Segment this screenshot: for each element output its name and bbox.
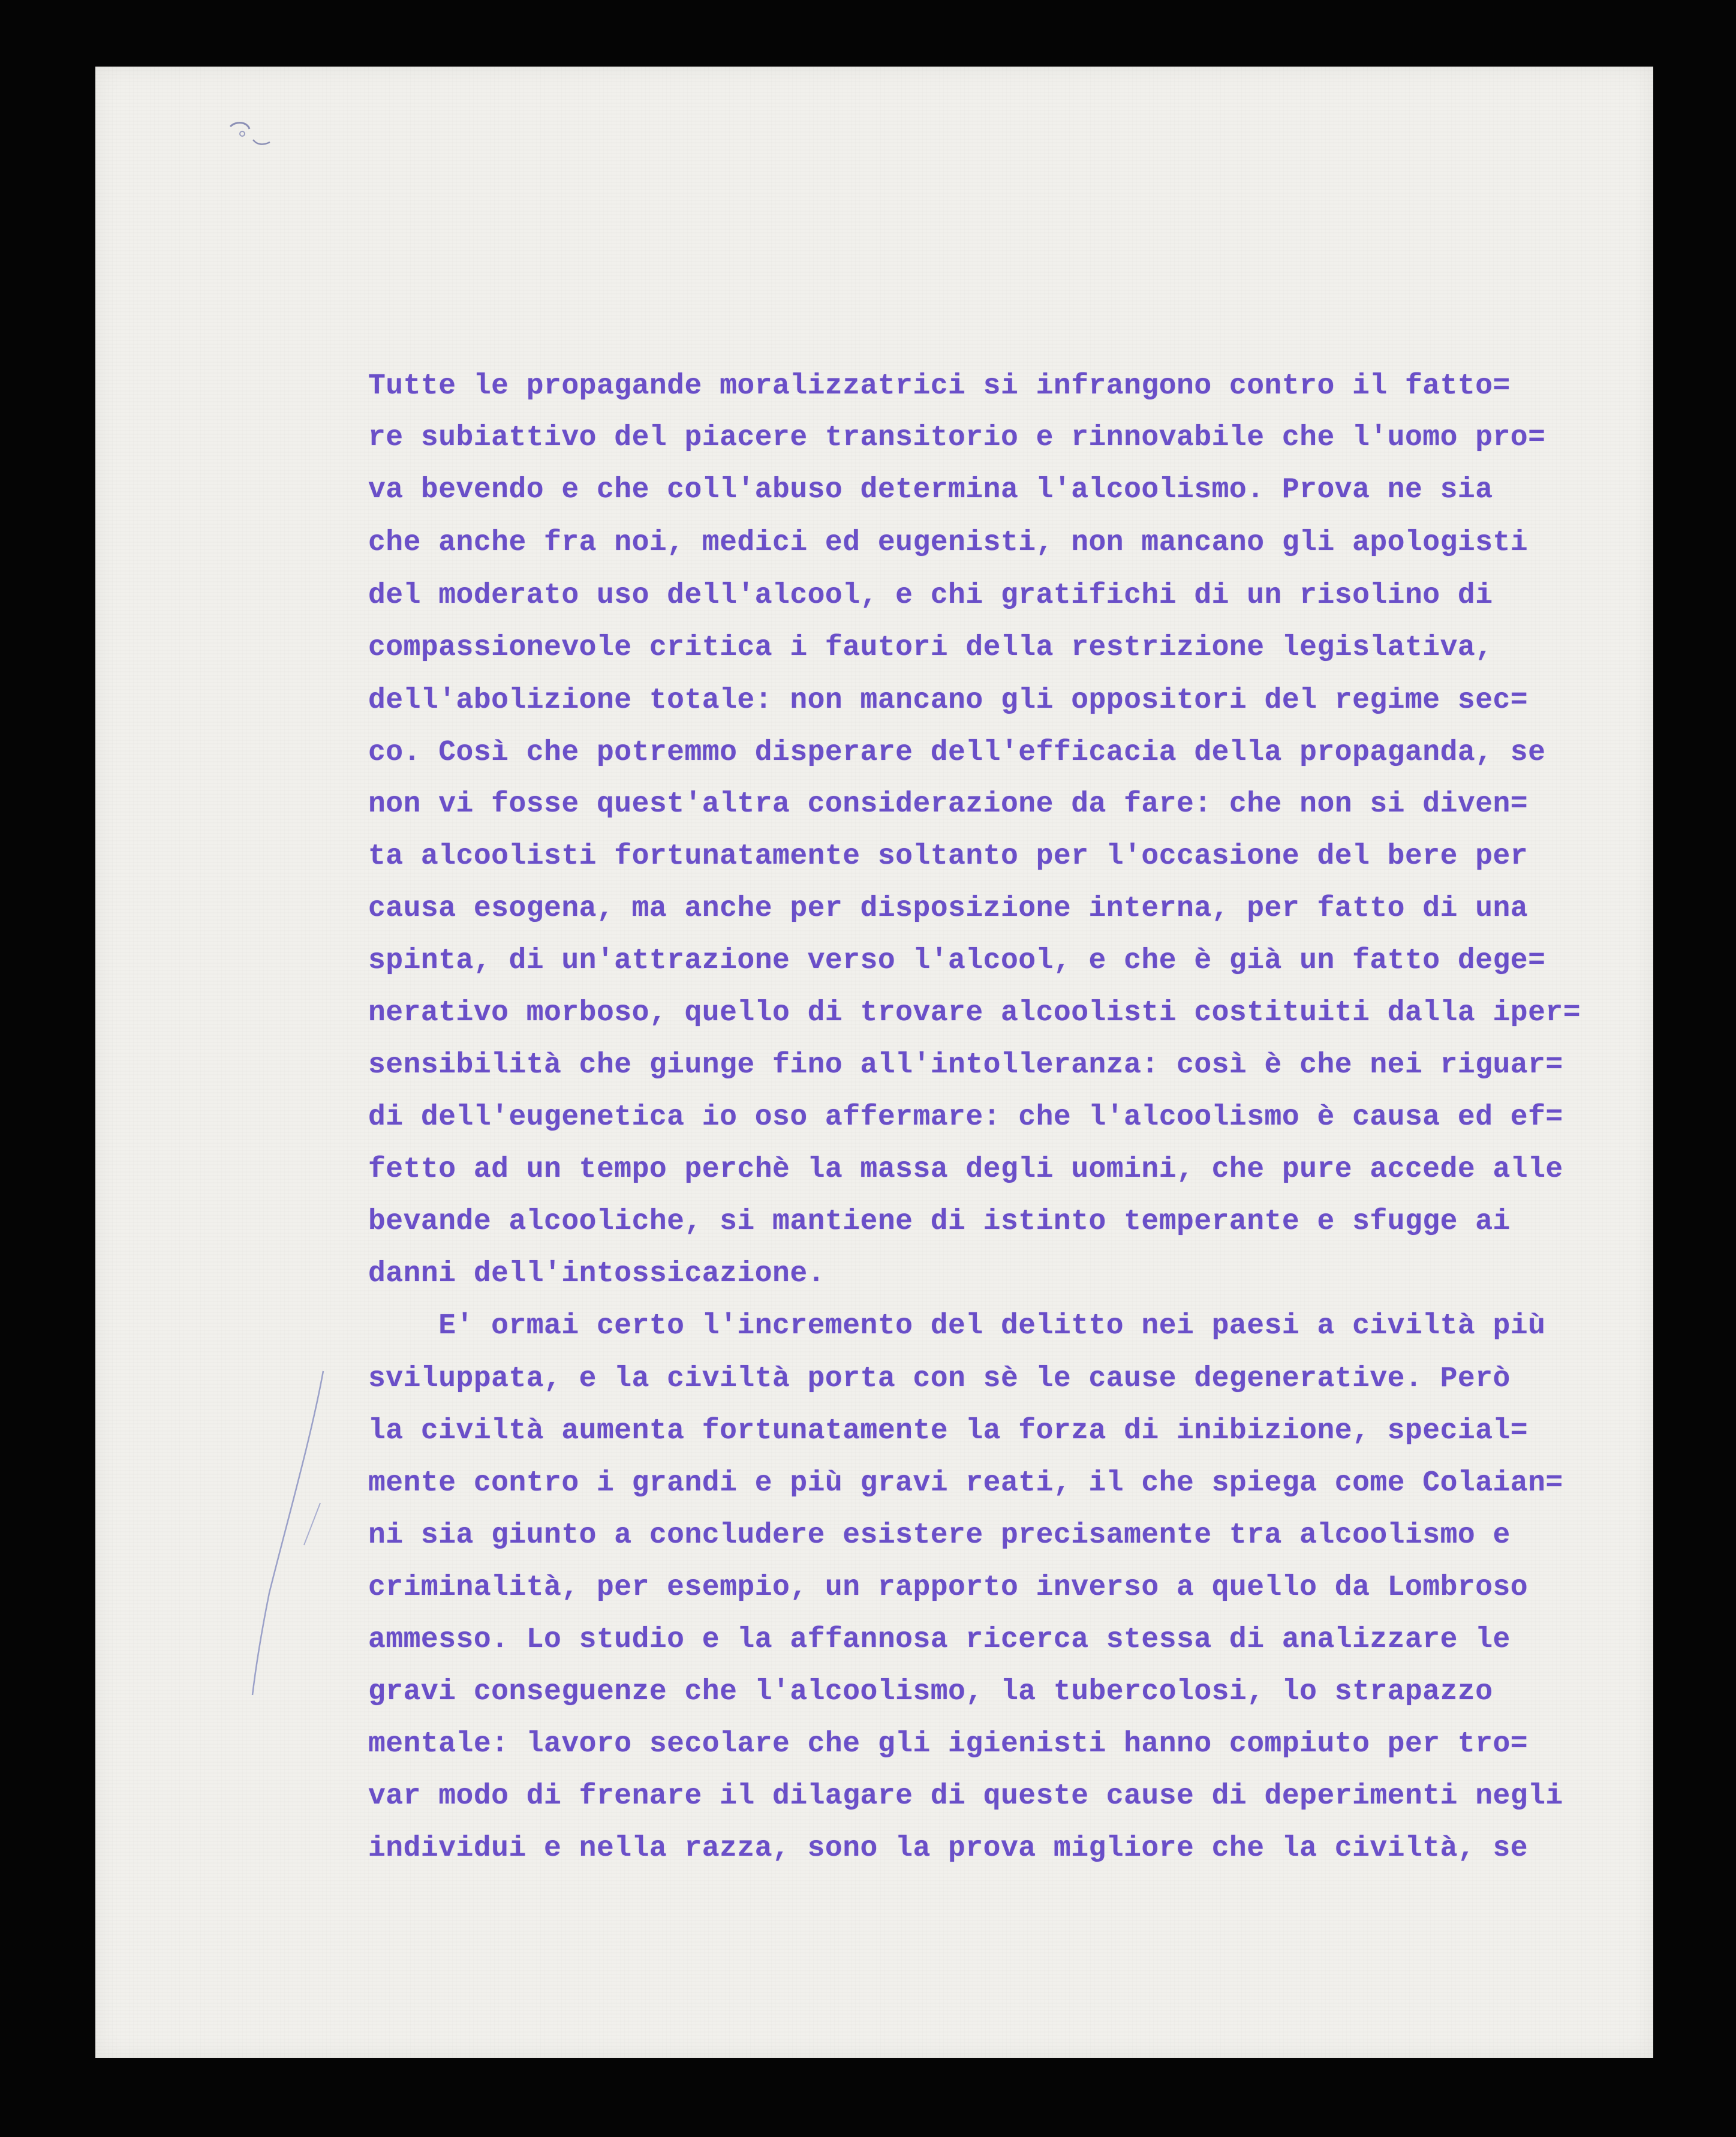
text-line: ta alcoolisti fortunatamente soltanto per l'occasione del bere per (368, 840, 1529, 873)
text-line: gravi conseguenze che l'alcoolismo, la tubercolosi, lo strapazzo (368, 1676, 1493, 1708)
text-line: di dell'eugenetica io oso affermare: che l'alcoolismo è causa ed ef= (368, 1101, 1563, 1134)
text-line: mentale: lavoro secolare che gli igienisti hanno compiuto per tro= (368, 1728, 1529, 1760)
text-line: E' ormai certo l'incremento del delitto nei paesi a civiltà più (368, 1310, 1546, 1342)
text-line: che anche fra noi, medici ed eugenisti, non mancano gli apologisti (368, 527, 1529, 559)
margin-pencil-stroke (245, 1365, 329, 1701)
text-line: la civiltà aumenta fortunatamente la forza di inibizione, special= (368, 1415, 1529, 1447)
text-line: ammesso. Lo studio e la affannosa ricerca stessa di analizzare le (368, 1624, 1511, 1656)
text-line: compassionevole critica i fautori della restrizione legislativa, (368, 632, 1493, 664)
text-line: nerativo morboso, quello di trovare alcoolisti costituiti dalla iper= (368, 997, 1581, 1029)
typewritten-sheet (95, 67, 1653, 2058)
text-line: bevande alcooliche, si mantiene di istinto temperante e sfugge ai (368, 1206, 1511, 1238)
text-line: criminalità, per esempio, un rapporto inverso a quello da Lombroso (368, 1571, 1529, 1604)
text-line: var modo di frenare il dilagare di queste cause di deperimenti negli (368, 1780, 1563, 1813)
text-line: sviluppata, e la civiltà porta con sè le cause degenerative. Però (368, 1363, 1511, 1395)
text-line: del moderato uso dell'alcool, e chi gratifichi di un risolino di (368, 579, 1493, 612)
text-line: dell'abolizione totale: non mancano gli oppositori del regime sec= (368, 684, 1529, 717)
text-line: causa esogena, ma anche per disposizione interna, per fatto di una (368, 892, 1529, 925)
text-line: danni dell'intossicazione. (368, 1258, 825, 1290)
text-line: va bevendo e che coll'abuso determina l'alcoolismo. Prova ne sia (368, 474, 1493, 506)
text-line: sensibilità che giunge fino all'intolleranza: così è che nei riguar= (368, 1049, 1563, 1081)
text-line: co. Così che potremmo disperare dell'efficacia della propaganda, se (368, 737, 1546, 769)
text-line: mente contro i grandi e più gravi reati, il che spiega come Colaian= (368, 1467, 1563, 1499)
text-line: Tutte le propagande moralizzatrici si infrangono contro il fatto= (368, 370, 1511, 402)
text-line: ni sia giunto a concludere esistere precisamente tra alcoolismo e (368, 1519, 1511, 1552)
text-line: spinta, di un'attrazione verso l'alcool, e che è già un fatto dege= (368, 945, 1546, 977)
text-line: non vi fosse quest'altra considerazione da fare: che non si diven= (368, 788, 1529, 820)
pencil-mark-icon (218, 116, 275, 158)
text-line: re subiattivo del piacere transitorio e rinnovabile che l'uomo pro= (368, 422, 1546, 454)
text-line: individui e nella razza, sono la prova migliore che la civiltà, se (368, 1832, 1529, 1865)
text-line: fetto ad un tempo perchè la massa degli uomini, che pure accede alle (368, 1153, 1563, 1186)
